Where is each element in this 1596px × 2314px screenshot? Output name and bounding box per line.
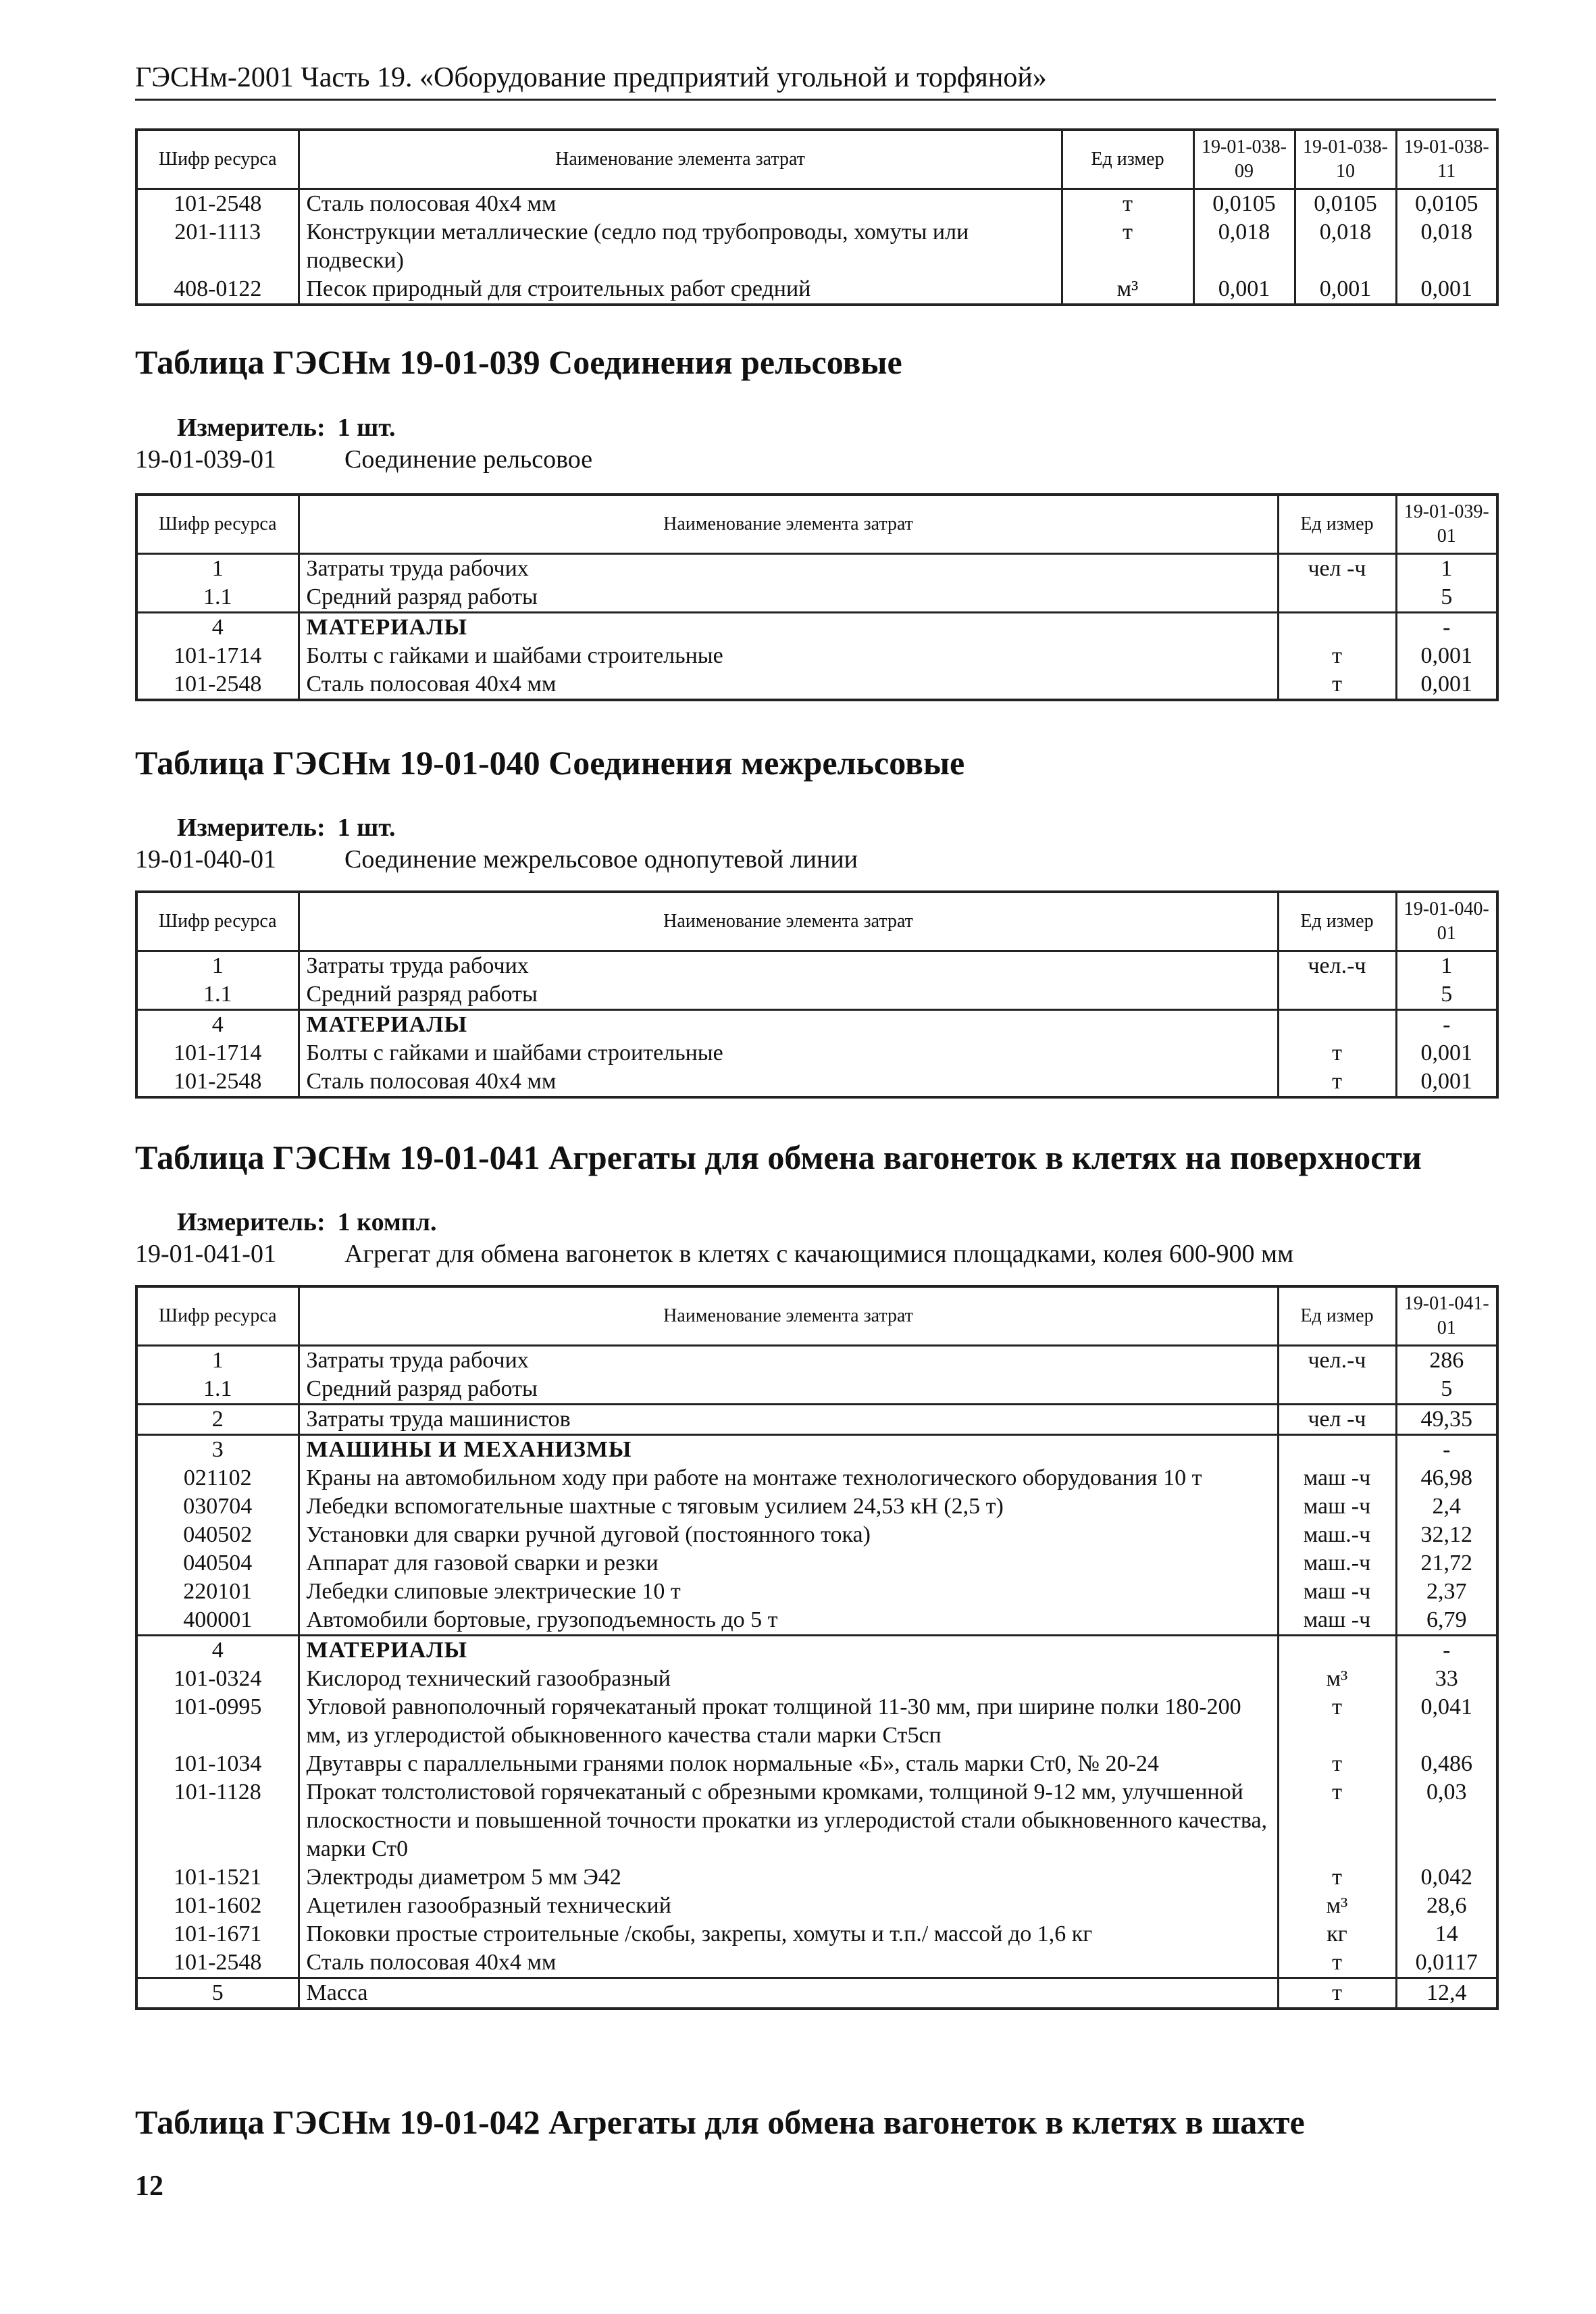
row-name: МАТЕРИАЛЫ (299, 613, 1278, 643)
row-unit: т (1278, 642, 1396, 670)
row-name: Затраты труда рабочих (299, 554, 1278, 584)
subnorm-040 (135, 844, 858, 875)
table-row (136, 613, 1497, 643)
table-row (136, 218, 1497, 275)
col-header-unit: Ед измер (1278, 892, 1396, 951)
table-041 (135, 1285, 1499, 2010)
row-code: 030704 (136, 1492, 299, 1521)
subnorm-039 (135, 444, 592, 475)
row-name: Болты с гайками и шайбами строительные (299, 1039, 1278, 1067)
row-value: 0,001 (1396, 1067, 1497, 1097)
row-value: 0,001 (1396, 275, 1497, 305)
row-name: Средний разряд работы (299, 1375, 1278, 1405)
row-unit: м³ (1278, 1665, 1396, 1693)
col-header-name: Наименование элемента затрат (299, 1286, 1278, 1346)
row-code: 1.1 (136, 1375, 299, 1405)
table-row (136, 1948, 1497, 1978)
row-name: Краны на автомобильном ходу при работе на монтаже технологического оборудования 10 т (299, 1464, 1278, 1492)
row-code: 201-1113 (136, 218, 299, 275)
table-row (136, 1778, 1497, 1863)
col-header-unit: Ед измер (1062, 130, 1193, 189)
row-value: 2,4 (1396, 1492, 1497, 1521)
col-header-norm: 19-01-038-11 (1396, 130, 1497, 189)
row-name: Затраты труда машинистов (299, 1405, 1278, 1435)
row-name: Песок природный для строительных работ средний (299, 275, 1062, 305)
table-title-040: Таблица ГЭСНм 19-01-040 Соединения межрельсовые (135, 744, 965, 782)
row-name: Затраты труда рабочих (299, 951, 1278, 981)
row-name: Сталь полосовая 40х4 мм (299, 1067, 1278, 1097)
row-value: 0,0105 (1396, 189, 1497, 219)
row-code: 101-2548 (136, 1948, 299, 1978)
row-name: Сталь полосовая 40х4 мм (299, 189, 1062, 219)
row-code: 040502 (136, 1521, 299, 1549)
row-value: 0,0117 (1396, 1948, 1497, 1978)
table-row (136, 1405, 1497, 1435)
row-unit: кг (1278, 1920, 1396, 1948)
row-name: Конструкции металлические (седло под трубопроводы, хомуты или подвески) (299, 218, 1062, 275)
row-value: 1 (1396, 951, 1497, 981)
row-code: 101-0324 (136, 1665, 299, 1693)
col-header-norm: 19-01-038-09 (1193, 130, 1295, 189)
row-name: МАШИНЫ И МЕХАНИЗМЫ (299, 1435, 1278, 1465)
table-row (136, 583, 1497, 613)
row-value: 0,001 (1396, 1039, 1497, 1067)
row-code: 101-1714 (136, 1039, 299, 1067)
row-name: Электроды диаметром 5 мм Э42 (299, 1863, 1278, 1892)
table-header-row (136, 1286, 1497, 1346)
row-value: 2,37 (1396, 1578, 1497, 1606)
col-header-unit: Ед измер (1278, 495, 1396, 554)
row-unit: т (1278, 1778, 1396, 1863)
subnorm-name: Агрегат для обмена вагонеток в клетях с качающимися площадками, колея 600-900 мм (344, 1240, 1294, 1268)
col-header-code: Шифр ресурса (136, 1286, 299, 1346)
row-code: 021102 (136, 1464, 299, 1492)
row-unit: чел.-ч (1278, 1346, 1396, 1376)
row-name: Двутавры с параллельными гранями полок нормальные «Б», сталь марки Ст0, № 20-24 (299, 1750, 1278, 1778)
meter-041 (177, 1207, 436, 1238)
row-code: 101-2548 (136, 670, 299, 700)
row-unit: маш -ч (1278, 1578, 1396, 1606)
row-value: 0,001 (1295, 275, 1396, 305)
row-name: Ацетилен газообразный технический (299, 1892, 1278, 1920)
row-unit: маш.-ч (1278, 1521, 1396, 1549)
row-unit: т (1278, 1978, 1396, 2009)
row-value: - (1396, 1010, 1497, 1040)
table-040 (135, 890, 1499, 1099)
col-header-code: Шифр ресурса (136, 495, 299, 554)
page-header: ГЭСНм-2001 Часть 19. «Оборудование предприятий угольной и торфяной» (135, 59, 1496, 101)
row-unit (1278, 980, 1396, 1010)
meter-label: Измеритель: (177, 813, 326, 842)
row-value: 0,486 (1396, 1750, 1497, 1778)
table-title-042: Таблица ГЭСНм 19-01-042 Агрегаты для обмена вагонеток в клетях в шахте (135, 2103, 1305, 2141)
col-header-norm: 19-01-039-01 (1396, 495, 1497, 554)
col-header-norm: 19-01-041-01 (1396, 1286, 1497, 1346)
subnorm-name: Соединение межрельсовое однопутевой линии (344, 845, 858, 874)
table-header-row (136, 892, 1497, 951)
row-value: 286 (1396, 1346, 1497, 1376)
meter-value: 1 компл. (337, 1208, 437, 1236)
row-code: 3 (136, 1435, 299, 1465)
row-value: 46,98 (1396, 1464, 1497, 1492)
row-code: 101-1521 (136, 1863, 299, 1892)
row-code: 101-0995 (136, 1693, 299, 1750)
row-value: 5 (1396, 583, 1497, 613)
row-unit: т (1278, 1863, 1396, 1892)
row-name: МАТЕРИАЛЫ (299, 1636, 1278, 1665)
row-value: 21,72 (1396, 1549, 1497, 1578)
table-row (136, 1978, 1497, 2009)
table-row (136, 1039, 1497, 1067)
table-row (136, 1693, 1497, 1750)
row-code: 4 (136, 1636, 299, 1665)
row-value: 5 (1396, 980, 1497, 1010)
row-unit: м³ (1062, 275, 1193, 305)
row-name: Лебедки вспомогательные шахтные с тяговым усилием 24,53 кН (2,5 т) (299, 1492, 1278, 1521)
row-code: 4 (136, 613, 299, 643)
row-value: 6,79 (1396, 1606, 1497, 1636)
row-value: 0,001 (1193, 275, 1295, 305)
table-row (136, 189, 1497, 219)
col-header-name: Наименование элемента затрат (299, 495, 1278, 554)
row-name: Установки для сварки ручной дуговой (постоянного тока) (299, 1521, 1278, 1549)
col-header-unit: Ед измер (1278, 1286, 1396, 1346)
row-value: 0,018 (1295, 218, 1396, 275)
row-name: Масса (299, 1978, 1278, 2009)
row-name: Угловой равнополочный горячекатаный прокат толщиной 11-30 мм, при ширине полки 180-200 мм, из углеродистой обыкновенного качества стали марки Ст5сп (299, 1693, 1278, 1750)
row-name: Автомобили бортовые, грузоподъемность до 5 т (299, 1606, 1278, 1636)
table-row (136, 1665, 1497, 1693)
table-row (136, 1464, 1497, 1492)
row-unit: т (1278, 1067, 1396, 1097)
subnorm-code: 19-01-040-01 (135, 845, 276, 874)
table-row (136, 554, 1497, 584)
subnorm-code: 19-01-039-01 (135, 445, 276, 474)
table-row (136, 1892, 1497, 1920)
meter-value: 1 шт. (337, 413, 396, 442)
table-038-continuation (135, 128, 1499, 306)
table-row (136, 951, 1497, 981)
row-code: 101-1128 (136, 1778, 299, 1863)
row-value: 0,001 (1396, 670, 1497, 700)
table-row (136, 980, 1497, 1010)
row-name: Затраты труда рабочих (299, 1346, 1278, 1376)
row-value: 0,0105 (1295, 189, 1396, 219)
table-title-039: Таблица ГЭСНм 19-01-039 Соединения рельсовые (135, 343, 902, 381)
row-unit (1278, 1010, 1396, 1040)
subnorm-code: 19-01-041-01 (135, 1240, 276, 1268)
meter-039 (177, 412, 396, 443)
row-unit: т (1062, 189, 1193, 219)
row-code: 5 (136, 1978, 299, 2009)
row-code: 101-1671 (136, 1920, 299, 1948)
row-name: Поковки простые строительные /скобы, закрепы, хомуты и т.п./ массой до 1,6 кг (299, 1920, 1278, 1948)
col-header-name: Наименование элемента затрат (299, 892, 1278, 951)
row-code: 101-1034 (136, 1750, 299, 1778)
row-code: 1 (136, 1346, 299, 1376)
table-title-041: Таблица ГЭСНм 19-01-041 Агрегаты для обмена вагонеток в клетях на поверхности (135, 1138, 1422, 1176)
table-row (136, 1346, 1497, 1376)
row-value: 33 (1396, 1665, 1497, 1693)
row-unit: маш -ч (1278, 1492, 1396, 1521)
row-code: 400001 (136, 1606, 299, 1636)
table-row (136, 1578, 1497, 1606)
row-code: 2 (136, 1405, 299, 1435)
table-row (136, 1067, 1497, 1097)
row-unit: маш.-ч (1278, 1549, 1396, 1578)
row-name: Лебедки слиповые электрические 10 т (299, 1578, 1278, 1606)
row-value: 0,018 (1193, 218, 1295, 275)
row-unit (1278, 1636, 1396, 1665)
row-name: Сталь полосовая 40х4 мм (299, 670, 1278, 700)
row-value: 0,018 (1396, 218, 1497, 275)
row-name: Сталь полосовая 40х4 мм (299, 1948, 1278, 1978)
col-header-code: Шифр ресурса (136, 892, 299, 951)
row-value: 0,042 (1396, 1863, 1497, 1892)
row-name: Кислород технический газообразный (299, 1665, 1278, 1693)
subnorm-name: Соединение рельсовое (344, 445, 593, 474)
row-unit: т (1278, 1948, 1396, 1978)
col-header-name: Наименование элемента затрат (299, 130, 1062, 189)
row-value: 12,4 (1396, 1978, 1497, 2009)
meter-040 (177, 812, 396, 843)
row-unit: чел -ч (1278, 1405, 1396, 1435)
table-row (136, 1521, 1497, 1549)
row-code: 4 (136, 1010, 299, 1040)
row-value: 1 (1396, 554, 1497, 584)
row-value: 0,041 (1396, 1693, 1497, 1750)
row-unit: м³ (1278, 1892, 1396, 1920)
col-header-norm: 19-01-040-01 (1396, 892, 1497, 951)
row-unit (1278, 1375, 1396, 1405)
table-row (136, 670, 1497, 700)
row-unit (1278, 613, 1396, 643)
row-unit: маш -ч (1278, 1606, 1396, 1636)
row-value: 0,001 (1396, 642, 1497, 670)
table-row (136, 1606, 1497, 1636)
table-row (136, 1920, 1497, 1948)
row-value: 14 (1396, 1920, 1497, 1948)
row-unit: т (1278, 1693, 1396, 1750)
row-code: 101-1602 (136, 1892, 299, 1920)
col-header-code: Шифр ресурса (136, 130, 299, 189)
row-name: Болты с гайками и шайбами строительные (299, 642, 1278, 670)
row-unit (1278, 1435, 1396, 1465)
table-header-row (136, 130, 1497, 189)
row-value: 28,6 (1396, 1892, 1497, 1920)
row-code: 1 (136, 951, 299, 981)
table-row (136, 275, 1497, 305)
row-code: 1.1 (136, 980, 299, 1010)
col-header-norm: 19-01-038-10 (1295, 130, 1396, 189)
meter-value: 1 шт. (337, 813, 396, 842)
row-code: 408-0122 (136, 275, 299, 305)
meter-label: Измеритель: (177, 413, 326, 442)
table-039 (135, 493, 1499, 701)
row-value: 0,0105 (1193, 189, 1295, 219)
row-code: 220101 (136, 1578, 299, 1606)
row-unit: т (1278, 1750, 1396, 1778)
row-code: 1.1 (136, 583, 299, 613)
row-value: - (1396, 1636, 1497, 1665)
row-name: Средний разряд работы (299, 583, 1278, 613)
table-row (136, 1863, 1497, 1892)
table-row (136, 1636, 1497, 1665)
row-value: 5 (1396, 1375, 1497, 1405)
table-row (136, 642, 1497, 670)
table-row (136, 1750, 1497, 1778)
row-code: 101-2548 (136, 189, 299, 219)
row-name: Аппарат для газовой сварки и резки (299, 1549, 1278, 1578)
row-unit: т (1278, 1039, 1396, 1067)
row-code: 101-1714 (136, 642, 299, 670)
table-header-row (136, 495, 1497, 554)
table-row (136, 1010, 1497, 1040)
row-value: - (1396, 1435, 1497, 1465)
row-value: - (1396, 613, 1497, 643)
table-row (136, 1375, 1497, 1405)
table-row (136, 1492, 1497, 1521)
row-unit: т (1278, 670, 1396, 700)
table-row (136, 1549, 1497, 1578)
table-row (136, 1435, 1497, 1465)
row-name: Средний разряд работы (299, 980, 1278, 1010)
meter-label: Измеритель: (177, 1208, 326, 1236)
row-value: 0,03 (1396, 1778, 1497, 1863)
row-unit: маш -ч (1278, 1464, 1396, 1492)
row-code: 1 (136, 554, 299, 584)
row-value: 32,12 (1396, 1521, 1497, 1549)
row-code: 101-2548 (136, 1067, 299, 1097)
row-name: МАТЕРИАЛЫ (299, 1010, 1278, 1040)
subnorm-041 (135, 1238, 1293, 1269)
row-unit: т (1062, 218, 1193, 275)
row-unit: чел.-ч (1278, 951, 1396, 981)
row-unit (1278, 583, 1396, 613)
row-unit: чел -ч (1278, 554, 1396, 584)
row-code: 040504 (136, 1549, 299, 1578)
page-number: 12 (135, 2171, 163, 2202)
row-name: Прокат толстолистовой горячекатаный с обрезными кромками, толщиной 9-12 мм, улучшенной плоскостности и повышенной точности прокатки из углеродистой стали обыкновенного качества, марки Ст0 (299, 1778, 1278, 1863)
row-value: 49,35 (1396, 1405, 1497, 1435)
